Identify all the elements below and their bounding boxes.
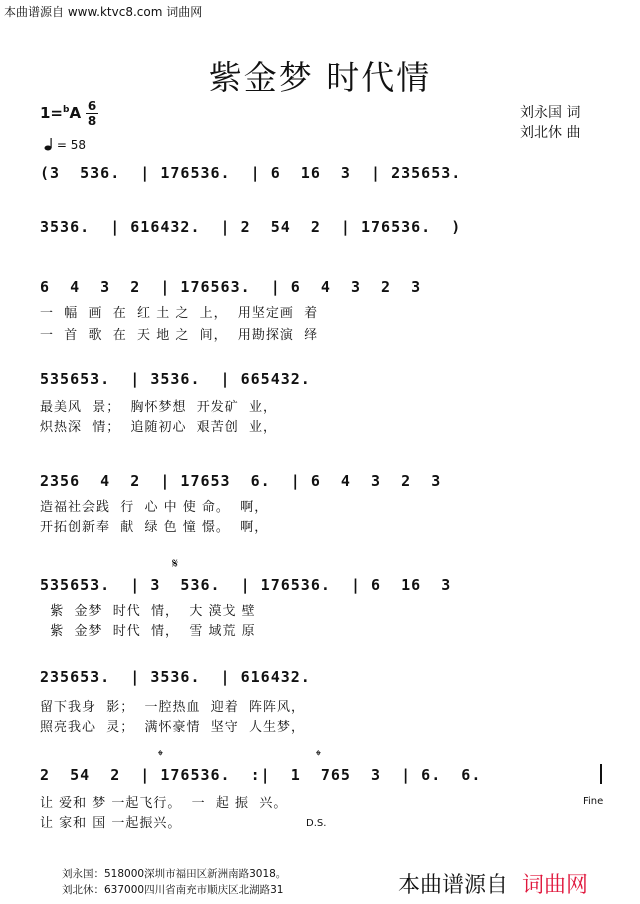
footer-brand <box>398 868 588 899</box>
footer-brand-accent: 词曲网 <box>522 873 589 898</box>
quarter-note-icon <box>44 138 53 151</box>
score-line-3-lyric-1: 一 幅 画 在 红 土 之 上， 用坚定画 着 <box>40 306 319 321</box>
flat-sign: b <box>63 105 70 115</box>
score-line-5-notes: 2356 4 2 | 17653 6. | 6 4 3 2 3 <box>40 472 442 490</box>
score-line-3-lyric-2: 一 首 歌 在 天 地 之 间， 用勘探演 绎 <box>40 328 319 343</box>
score-line-8-lyric-2: 让 家和 国 一起振兴。 <box>40 816 182 831</box>
time-top: 6 <box>87 99 97 113</box>
key-note: A <box>69 104 82 122</box>
score-line-3-notes: 6 4 3 2 | 176563. | 6 4 3 2 3 <box>40 278 422 296</box>
time-signature <box>86 100 98 127</box>
lyricist-credit: 刘永国 词 <box>520 105 581 121</box>
footer-address-2: 刘北休：637000四川省南充市顺庆区北湖路31 <box>62 884 284 896</box>
segno-mark: 𝄋 <box>172 556 179 572</box>
score-line-4-lyric-1: 最美风 景； 胸怀梦想 开发矿 业， <box>40 400 278 415</box>
score-line-5-lyric-1: 造福社会践 行 心 中 使 命。 啊， <box>40 500 269 515</box>
time-bottom: 8 <box>87 114 97 128</box>
coda-mark-1: 𝄌 <box>158 748 163 764</box>
footer-address-1: 刘永国：518000深圳市福田区新洲南路3018。 <box>62 868 287 880</box>
score-line-1-notes: (3 536. | 176536. | 6 16 3 | 235653. <box>40 164 462 182</box>
score-line-6-lyric-2: 紫 金梦 时代 情， 雪 域荒 原 <box>40 624 256 639</box>
score-line-4-notes: 535653. | 3536. | 665432. <box>40 370 311 388</box>
final-barline <box>600 764 602 784</box>
tempo-marking <box>44 138 86 152</box>
score-line-2-notes: 3536. | 616432. | 2 54 2 | 176536. ) <box>40 218 462 236</box>
ds-mark: D.S. <box>306 818 327 829</box>
key-prefix: 1= <box>40 104 64 122</box>
song-title: 紫金梦 时代情 <box>208 58 432 97</box>
score-line-8-notes: 2 54 2 | 176536. :| 1 765 3 | 6. 6. <box>40 766 482 784</box>
score-line-7-notes: 235653. | 3536. | 616432. <box>40 668 311 686</box>
score-line-7-lyric-2: 照亮我心 灵； 满怀豪情 坚守 人生梦， <box>40 720 306 735</box>
score-line-6-notes: 535653. | 3 536. | 176536. | 6 16 3 <box>40 576 452 594</box>
score-line-6-lyric-1: 紫 金梦 时代 情， 大 漠戈 壁 <box>40 604 256 619</box>
score-line-8-lyric-1: 让 爱和 梦 一起飞行。 一 起 振 兴。 <box>40 796 288 811</box>
tempo-value: = 58 <box>56 138 86 152</box>
footer-addresses <box>62 866 286 898</box>
footer-brand-text: 本曲谱源自 <box>398 873 509 898</box>
coda-mark-2: 𝄌 <box>316 748 321 764</box>
site-header: 本曲谱源自 www.ktvc8.com 词曲网 <box>4 5 203 19</box>
composer-credit: 刘北休 曲 <box>520 125 581 141</box>
score-line-7-lyric-1: 留下我身 影； 一腔热血 迎着 阵阵风， <box>40 700 306 715</box>
score-line-4-lyric-2: 炽热深 情； 追随初心 艰苦创 业， <box>40 420 278 435</box>
score-line-5-lyric-2: 开拓创新奉 献 绿 色 憧 憬。 啊， <box>40 520 269 535</box>
fine-mark: Fine <box>583 796 604 807</box>
key-signature <box>40 104 81 122</box>
